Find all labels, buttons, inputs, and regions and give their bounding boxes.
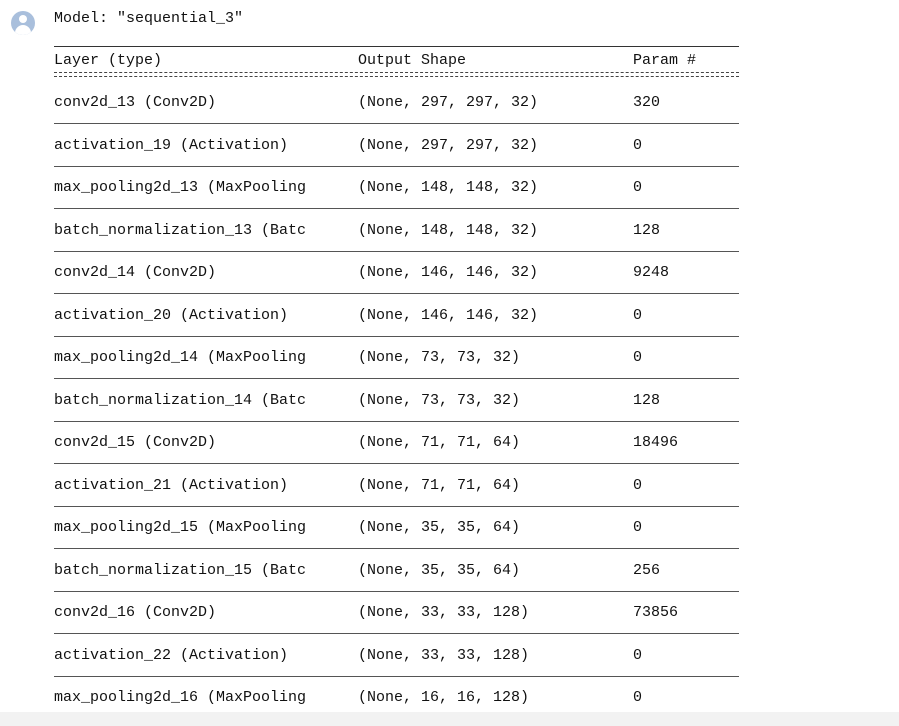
output-shape-cell: (None, 71, 71, 64) (358, 434, 521, 451)
row-separator (54, 293, 739, 294)
param-count-cell: 0 (633, 646, 643, 664)
param-count-cell: 128 (633, 221, 661, 239)
layer-name-cell: activation_20 (Activation) (54, 306, 289, 324)
layer-name-cell: batch_normalization_13 (Batc (54, 221, 307, 239)
table-header (54, 52, 739, 70)
output-shape-cell: (None, 297, 297, 32) (358, 94, 539, 111)
table-row (54, 94, 739, 112)
table-row (54, 647, 739, 665)
param-count-cell: 0 (633, 306, 643, 324)
output-shape-cell: (None, 16, 16, 128) (358, 689, 530, 706)
table-row (54, 604, 739, 622)
layer-name-cell: activation_21 (Activation) (54, 476, 289, 494)
output-shape-cell: (None, 148, 148, 32) (358, 221, 539, 239)
layer-name-cell: batch_normalization_14 (Batc (54, 391, 307, 409)
row-separator (54, 336, 739, 337)
param-count-cell: 9248 (633, 264, 670, 281)
layer-name-cell: conv2d_16 (Conv2D) (54, 604, 217, 621)
avatar-shoulders (15, 25, 31, 35)
header-param-count: Param # (633, 52, 697, 69)
table-row (54, 222, 739, 240)
table-row (54, 434, 739, 452)
param-count-cell: 0 (633, 476, 643, 494)
output-shape-cell: (None, 33, 33, 128) (358, 604, 530, 621)
layer-name-cell: activation_19 (Activation) (54, 136, 289, 154)
layer-name-cell: conv2d_14 (Conv2D) (54, 264, 217, 281)
output-shape-cell: (None, 33, 33, 128) (358, 646, 530, 664)
table-row (54, 349, 739, 367)
layer-name-cell: conv2d_15 (Conv2D) (54, 434, 217, 451)
table-row (54, 307, 739, 325)
param-count-cell: 0 (633, 519, 643, 536)
table-row (54, 392, 739, 410)
row-separator (54, 633, 739, 634)
layer-name-cell: max_pooling2d_16 (MaxPooling (54, 689, 307, 706)
layer-name-cell: max_pooling2d_15 (MaxPooling (54, 519, 307, 536)
param-count-cell: 0 (633, 349, 643, 366)
row-separator (54, 166, 739, 167)
model-title: Model: "sequential_3" (54, 10, 244, 27)
output-shape-cell: (None, 35, 35, 64) (358, 519, 521, 536)
header-double-rule (54, 72, 739, 77)
table-row (54, 562, 739, 580)
layer-name-cell: activation_22 (Activation) (54, 646, 289, 664)
row-separator (54, 591, 739, 592)
layer-name-cell: max_pooling2d_13 (MaxPooling (54, 179, 307, 196)
header-output-shape: Output Shape (358, 52, 467, 69)
header-layer: Layer (type) (54, 52, 163, 69)
param-count-cell: 0 (633, 136, 643, 154)
table-row (54, 179, 739, 197)
table-row (54, 477, 739, 495)
param-count-cell: 73856 (633, 604, 679, 621)
output-shape-cell: (None, 148, 148, 32) (358, 179, 539, 196)
output-shape-cell: (None, 73, 73, 32) (358, 391, 521, 409)
row-separator (54, 123, 739, 124)
row-separator (54, 506, 739, 507)
table-row (54, 519, 739, 537)
output-shape-cell: (None, 146, 146, 32) (358, 264, 539, 281)
param-count-cell: 128 (633, 391, 661, 409)
user-avatar-icon (11, 11, 35, 35)
output-shape-cell: (None, 146, 146, 32) (358, 306, 539, 324)
table-top-rule (54, 46, 739, 47)
row-separator (54, 676, 739, 677)
layer-name-cell: conv2d_13 (Conv2D) (54, 94, 217, 111)
avatar-head (19, 15, 27, 23)
row-separator (54, 421, 739, 422)
param-count-cell: 18496 (633, 434, 679, 451)
row-separator (54, 463, 739, 464)
row-separator (54, 208, 739, 209)
param-count-cell: 0 (633, 689, 643, 706)
layer-name-cell: max_pooling2d_14 (MaxPooling (54, 349, 307, 366)
output-shape-cell: (None, 73, 73, 32) (358, 349, 521, 366)
output-shape-cell: (None, 35, 35, 64) (358, 561, 521, 579)
row-separator (54, 378, 739, 379)
table-row (54, 689, 739, 707)
table-row (54, 264, 739, 282)
output-bottom-edge (0, 712, 899, 726)
layer-name-cell: batch_normalization_15 (Batc (54, 561, 307, 579)
param-count-cell: 320 (633, 94, 661, 111)
row-separator (54, 251, 739, 252)
output-shape-cell: (None, 297, 297, 32) (358, 136, 539, 154)
param-count-cell: 256 (633, 561, 661, 579)
param-count-cell: 0 (633, 179, 643, 196)
row-separator (54, 548, 739, 549)
table-row (54, 137, 739, 155)
output-shape-cell: (None, 71, 71, 64) (358, 476, 521, 494)
